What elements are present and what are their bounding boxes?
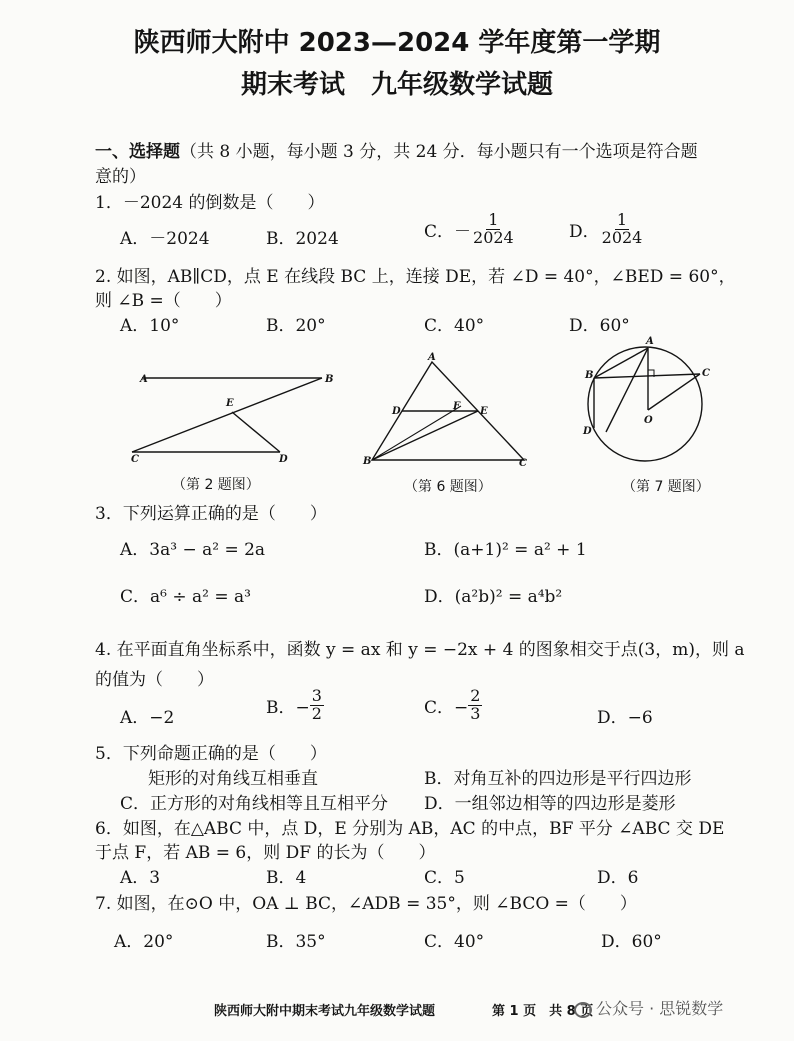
option-d-prefix: D． (569, 221, 600, 242)
option-b-fraction (310, 688, 324, 723)
question-1-stem: 1．－2024 的倒数是（ ） (95, 193, 325, 213)
question-6-option-a: A．3 (120, 868, 161, 888)
question-2-option-a: A．10° (120, 316, 180, 336)
question-4-line2: 的值为（ ） (95, 670, 214, 690)
label-b: B (363, 456, 372, 467)
wechat-icon (574, 1002, 592, 1018)
section-title: 一、选择题 (95, 142, 180, 162)
question-7-option-d: D．60° (601, 932, 662, 952)
label-d: D (279, 454, 288, 465)
segment-ed (232, 412, 280, 452)
watermark (574, 996, 723, 1019)
label-o: O (644, 415, 653, 426)
label-e: E (480, 406, 488, 417)
segment-oc (648, 374, 700, 410)
question-7-option-b: B．35° (266, 932, 326, 952)
figure-q7 (580, 332, 710, 472)
label-d: D (583, 426, 592, 437)
question-6-option-d: D．6 (597, 868, 639, 888)
label-b: B (585, 370, 594, 381)
figure-q7-caption: （第 7 题图） (622, 479, 710, 495)
question-4-line1: 4. 在平面直角坐标系中，函数 y = ax 和 y = −2x + 4 的图象相交于点(3，m)，则 a (95, 640, 745, 660)
question-7-option-a: A．20° (114, 932, 174, 952)
segment-bf-inner (372, 406, 461, 460)
label-a: A (140, 374, 148, 385)
fraction-denominator: 2 (311, 703, 322, 723)
question-4-option-a: A．−2 (120, 708, 175, 728)
label-c: C (519, 458, 527, 469)
fraction-denominator: 2024 (601, 227, 643, 247)
label-a: A (428, 352, 436, 363)
question-3-option-b: B．(a+1)² = a² + 1 (424, 540, 587, 560)
label-b: B (325, 374, 334, 385)
question-2-option-d: D．60° (569, 316, 630, 336)
question-2-option-c: C．40° (424, 316, 485, 336)
question-2-line1: 2. 如图，AB∥CD，点 E 在线段 BC 上，连接 DE，若 ∠D = 40°，∠BED = 60°， (95, 267, 736, 287)
footer-page-number: 第 1 页 共 8 页 (492, 1004, 594, 1019)
question-5-option-b: B．对角互补的四边形是平行四边形 (424, 769, 692, 789)
question-3-option-a: A．3a³ − a² = 2a (120, 540, 266, 560)
label-a: A (646, 336, 654, 347)
question-1-option-c (424, 212, 516, 247)
question-4-option-b (266, 688, 324, 723)
question-5-option-d: D．一组邻边相等的四边形是菱形 (424, 794, 676, 814)
section-heading-line1 (95, 137, 698, 162)
question-4-option-d: D．−6 (597, 708, 653, 728)
option-c-prefix: C．－ (424, 221, 472, 242)
exam-title-line1: 陕西师大附中 2023—2024 学年度第一学期 (133, 28, 661, 58)
question-6-option-c: C．5 (424, 868, 465, 888)
option-c-fraction (471, 212, 516, 247)
fraction-numerator: 1 (488, 210, 499, 229)
question-3-option-d: D．(a²b)² = a⁴b² (424, 587, 563, 607)
question-6-line2: 于点 F，若 AB = 6，则 DF 的长为（ ） (95, 843, 436, 863)
label-c: C (702, 368, 710, 379)
question-5-option-c: C．正方形的对角线相等且互相平分 (120, 794, 389, 814)
question-6-line1: 6．如图，在△ABC 中，点 D，E 分别为 AB，AC 的中点，BF 平分 ∠ABC 交 DE (95, 819, 725, 839)
watermark-text: 公众号 · 思锐数学 (596, 999, 724, 1018)
question-7-option-c: C．40° (424, 932, 485, 952)
question-5-stem: 5．下列命题正确的是（ ） (95, 744, 327, 764)
footer-title: 陕西师大附中期末考试九年级数学试题 (214, 1004, 436, 1019)
label-c: C (131, 454, 139, 465)
question-2-option-b: B．20° (266, 316, 326, 336)
fraction-denominator: 2024 (473, 227, 514, 247)
circle-o (588, 347, 702, 461)
question-4-option-c (424, 688, 482, 723)
fraction-numerator: 2 (470, 686, 481, 705)
option-b-prefix: B．− (266, 697, 310, 718)
question-3-option-c: C．a⁶ ÷ a² = a³ (120, 587, 251, 607)
fraction-denominator: 3 (470, 703, 481, 723)
label-d: D (392, 406, 401, 417)
figure-q2 (120, 360, 334, 470)
exam-title-line2: 期末考试 九年级数学试题 (240, 70, 553, 100)
option-d-fraction (600, 212, 645, 247)
segment-ad (606, 348, 648, 432)
fraction-numerator: 3 (311, 686, 322, 705)
segment-bc (132, 378, 322, 452)
question-7-stem: 7. 如图，在⊙O 中，OA ⊥ BC，∠ADB = 35°，则 ∠BCO =（ ） (95, 894, 637, 914)
segment-bf (372, 411, 478, 460)
figure-q6 (362, 350, 532, 470)
question-6-option-b: B．4 (266, 868, 307, 888)
question-3-stem: 3．下列运算正确的是（ ） (95, 504, 327, 524)
option-c-fraction (468, 688, 482, 723)
figure-q2-caption: （第 2 题图） (172, 477, 260, 493)
question-1-option-b: B．2024 (266, 229, 339, 249)
chord-bc (594, 374, 700, 378)
fraction-numerator: 1 (616, 210, 628, 229)
option-c-prefix: C．− (424, 697, 469, 718)
question-1-option-d (569, 212, 644, 247)
question-1-option-a: A．－2024 (120, 229, 210, 249)
question-2-line2: 则 ∠B =（ ） (95, 291, 232, 311)
label-e: E (226, 398, 234, 409)
section-description: （共 8 小题，每小题 3 分，共 24 分．每小题只有一个选项是符合题 (180, 142, 698, 162)
question-5-option-a: 矩形的对角线互相垂直 (148, 769, 318, 789)
label-f: F (453, 401, 461, 412)
section-description-line2: 意的） (95, 167, 146, 187)
figure-q6-caption: （第 6 题图） (404, 479, 492, 495)
